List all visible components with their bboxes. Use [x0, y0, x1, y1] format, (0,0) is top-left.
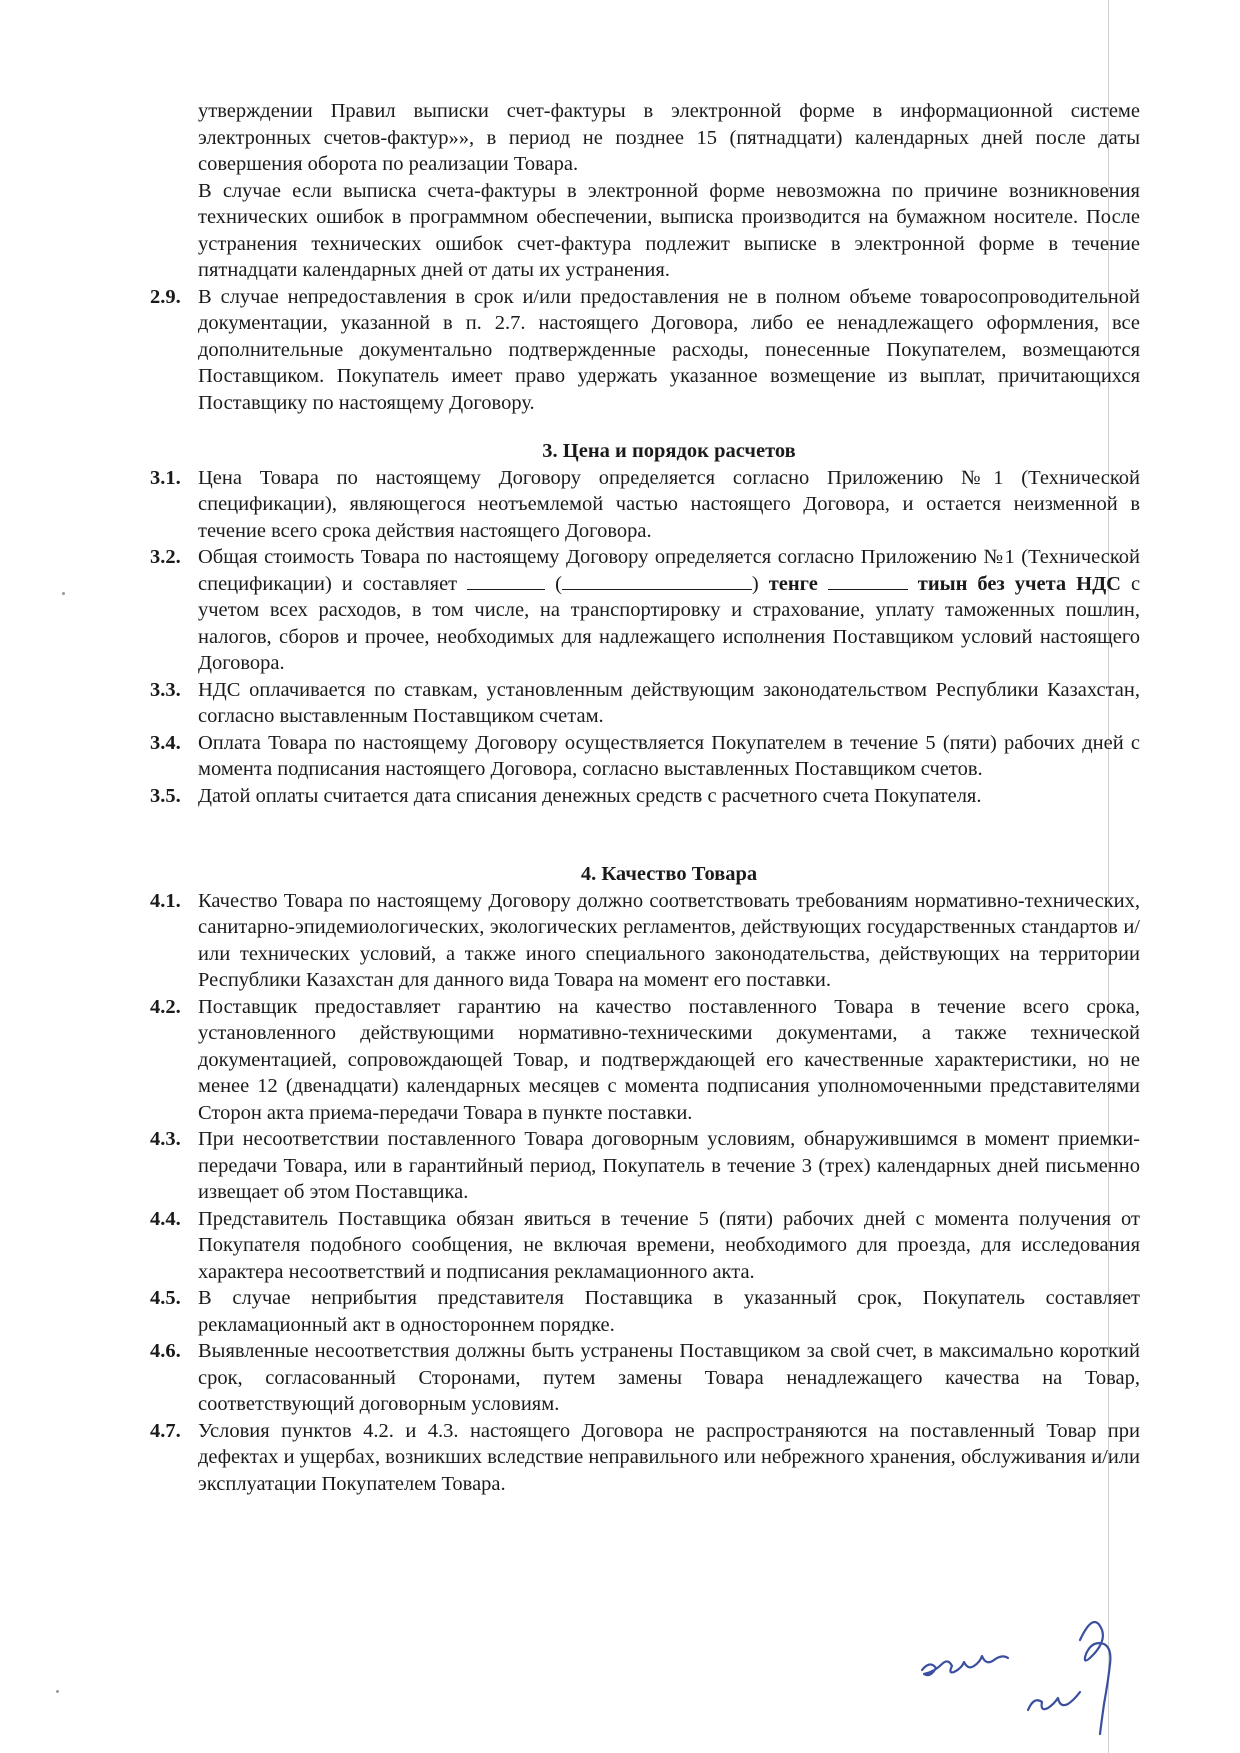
tiyn-blank: [828, 571, 908, 590]
document-body: [150, 98, 1140, 1497]
intro-paragraph-2: В случае если выписка счета-фактуры в электронной форме невозможна по причине возникновения технических ошибок в программном обеспечении, выписка производится на бумажном носителе. После устранения технических ошибок счет-фактура подлежит выписке в электронной форме в течение пятнадцати календарных дней от даты их устранения.: [198, 179, 1140, 281]
paren-close: ): [751, 572, 759, 595]
signature-stroke: [1080, 1622, 1110, 1734]
clause-4-1: [150, 888, 1140, 994]
intro-paragraph-1: утверждении Правил выписки счет-фактуры в электронной форме в информационной системе электронных счетов-фактур»», в период не позднее 15 (пятнадцати) календарных дней после даты совершения оборота по реализации Товара.: [198, 100, 1140, 175]
section-3-title: 3. Цена и порядок расчетов: [542, 440, 796, 462]
clause-3-5: [150, 783, 1140, 810]
clause-number: 4.3.: [150, 1128, 181, 1150]
clause-4-6: [150, 1338, 1140, 1418]
clause-3-2: [150, 544, 1140, 677]
clause-number: 4.2.: [150, 995, 181, 1018]
clause-4-4: [150, 1206, 1140, 1286]
clause-number: 2.9.: [150, 285, 181, 308]
clause-4-5: [150, 1285, 1140, 1338]
clause-text: Оплата Товара по настоящему Договору осуществляется Покупателем в течение 5 (пяти) рабочих дней с момента подписания настоящего Договора, согласно выставленных Поставщиком счетов.: [198, 731, 1140, 780]
clause-number: 3.5.: [150, 784, 181, 807]
clause-number: 4.1.: [150, 889, 181, 912]
clause-number: 3.1.: [150, 466, 181, 489]
clause-number: 3.2.: [150, 546, 181, 568]
clause-text: Качество Товара по настоящему Договору должно соответствовать требованиям нормативно-технических, санитарно-эпидемиологических, экологических регламентов, действующих государственных стандартов и/или технических условий, а также иного специального законодательства, действующих на территории Республики Казахстан для данного вида Товара на момент его поставки.: [198, 889, 1140, 991]
clause-4-3: [150, 1126, 1140, 1206]
clause-3-2-text-a: Общая стоимость Товара по настоящему Договору определяется согласно Приложению №1 (Технической спецификации) и составляет: [198, 546, 1140, 595]
clause-text: Датой оплаты считается дата списания денежных средств с расчетного счета Покупателя.: [198, 784, 982, 807]
clause-text: НДС оплачивается по ставкам, установленным действующим законодательством Республики Казахстан, согласно выставленным Поставщиком счетам.: [198, 678, 1140, 727]
clause-3-1: [150, 465, 1140, 545]
clause-number: 3.4.: [150, 731, 181, 754]
amount-words-blank: [562, 571, 752, 590]
scan-speck: [56, 1690, 59, 1693]
handwritten-initials-signature: [900, 1600, 1160, 1750]
tenge-label: тенге: [768, 572, 818, 595]
clause-text: Условия пунктов 4.2. и 4.3. настоящего Договора не распространяются на поставленный Товар при дефектах и ущербах, возникших вследствие неправильного или небрежного хранения, обслуживания и/или эксплуатации Покупателем Товара.: [198, 1419, 1140, 1495]
clause-3-2-text-c: с учетом всех расходов, в том числе, на транспортировку и страхование, уплату таможенных пошлин, налогов, сборов и прочее, необходимых для надлежащего исполнения Поставщиком условий настоящего Договора.: [198, 572, 1141, 674]
clause-text: [198, 544, 1140, 677]
clause-number: 4.5.: [150, 1287, 181, 1309]
scan-speck: [62, 592, 65, 595]
clause-3-4: [150, 730, 1140, 783]
amount-blank: [467, 571, 545, 590]
clause-3-3: [150, 677, 1140, 730]
clause-number: 3.3.: [150, 678, 181, 701]
clause-text: Представитель Поставщика обязан явиться в течение 5 (пяти) рабочих дней с момента получения от Покупателя подобного сообщения, не включая времени, необходимого для проезда, для исследования характера несоответствий и подписания рекламационного акта.: [198, 1207, 1140, 1283]
clause-text: В случае непредоставления в срок и/или предоставления не в полном объеме товаросопроводительной документации, указанной в п. 2.7. настоящего Договора, либо ее ненадлежащего оформления, все дополнительные документально подтвержденные расходы, понесенные Покупателем, возмещаются Поставщиком. Покупатель имеет право удержать указанное возмещение из выплат, причитающихся Поставщику по настоящему Договору.: [198, 285, 1140, 414]
vat-note: тиын без учета НДС: [917, 572, 1121, 595]
initials-stroke-2: [1028, 1692, 1080, 1710]
clause-number: 4.4.: [150, 1207, 181, 1230]
clause-text: При несоответствии поставленного Товара договорным условиям, обнаружившимся в момент приемки-передачи Товара, или в гарантийный период, Покупатель в течение 3 (трех) календарных дней письменно извещает об этом Поставщика.: [198, 1128, 1140, 1203]
clause-number: 4.6.: [150, 1340, 181, 1362]
clause-text: Цена Товара по настоящему Договору определяется согласно Приложению №1 (Технической спецификации), являющегося неотъемлемой частью настоящего Договора, и остается неизменной в течение всего срока действия настоящего Договора.: [198, 466, 1140, 542]
clause-text: Выявленные несоответствия должны быть устранены Поставщиком за свой счет, в максимально короткий срок, согласованный Сторонами, путем замены Товара ненадлежащего качества на Товар, соответствующий договорным условиям.: [198, 1340, 1140, 1415]
clause-number: 4.7.: [150, 1419, 181, 1442]
clause-4-7: [150, 1418, 1140, 1498]
section-4-title: 4. Качество Товара: [580, 863, 758, 885]
clause-text: Поставщик предоставляет гарантию на качество поставленного Товара в течение всего срока, установленного действующими нормативно-техническими документами, а также технической документацией, сопровождающей Товар, и подтверждающей его качественные характеристики, но не менее 12 (двенадцати) календарных месяцев с момента подписания уполномоченными представителями Сторон акта приема-передачи Товара в пункте поставки.: [198, 995, 1140, 1124]
paren-open: (: [555, 572, 562, 595]
clause-text: В случае неприбытия представителя Поставщика в указанный срок, Покупатель составляет рекламационный акт в одностороннем порядке.: [198, 1287, 1140, 1336]
initials-stroke-1: [922, 1656, 1008, 1675]
clause-4-2: [150, 994, 1140, 1127]
clause-2-9: [150, 284, 1140, 417]
